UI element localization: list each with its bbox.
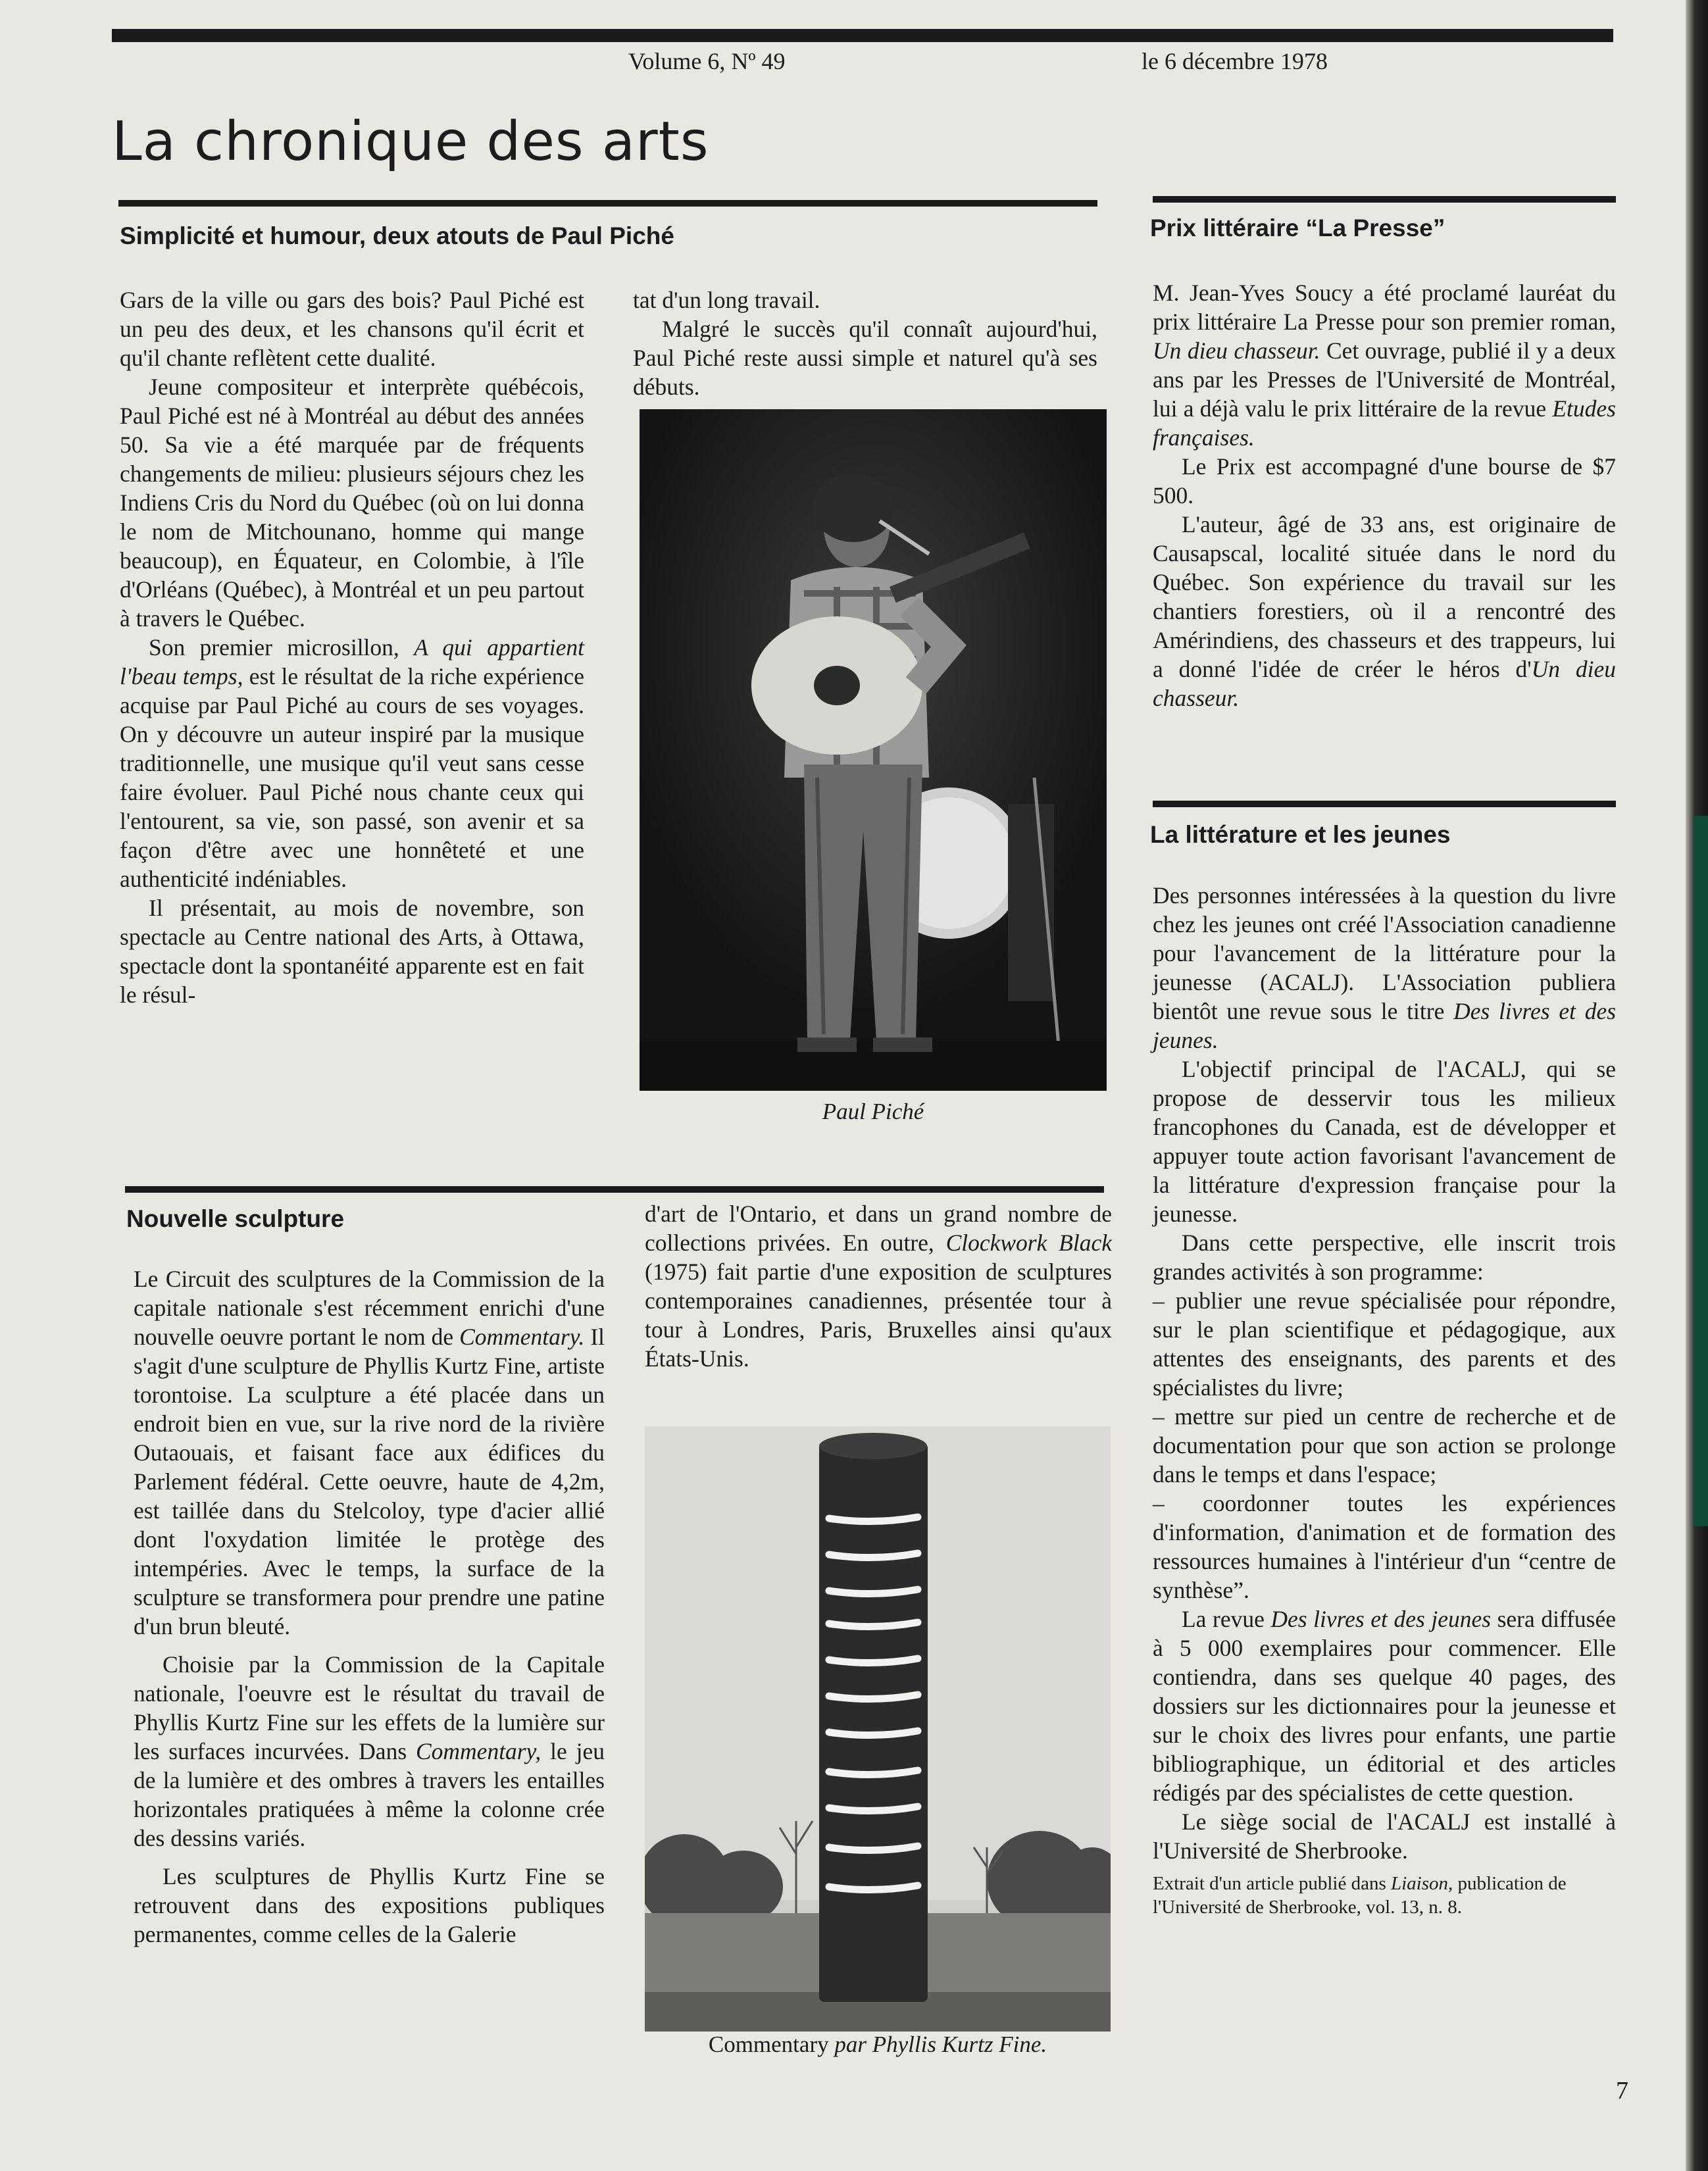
issue-date: le 6 décembre 1978 [1142,48,1328,74]
paragraph: M. Jean-Yves Soucy a été proclamé lauréat du prix littéraire La Presse pour son premier roman, Un dieu chasseur. Cet ouvrage, publié il y a deux ans par les Presses de l'Université de Montréal, lui a déjà valu le prix littéraire de la revue Etudes françaises. [1153,280,1616,451]
article-rule [125,1186,1104,1193]
paragraph: Des personnes intéressées à la question du livre chez les jeunes ont créé l'Association canadienne pour l'avancement de la littérature pour la jeunesse (ACALJ). L'Association publiera bientôt une revue sous le titre Des livres et des jeunes. [1153,882,1617,1053]
paragraph: Le siège social de l'ACALJ est installé à l'Université de Sherbrooke. [1153,1809,1616,1864]
paragraph: Son premier microsillon, A qui appartient l'beau temps, est le résultat de la riche expérience acquise par Paul Piché au cours de ses voyages. On y découvre un auteur inspiré par la musique traditionnelle, une musique qu'il veut sans cesse faire évoluer. Paul Piché nous chante ceux qui l'entourent, sa vie, son passé, son avenir et sa façon d'être avec une honnêteté et une authenticité indéniables. [120,634,584,892]
paragraph: Choisie par la Commission de la Capitale nationale, l'oeuvre est le résultat du travail de Phyllis Kurtz Fine sur les effets de la lumière sur les surfaces incurvées. Dans Commentary, le jeu de la lumière et des ombres à travers les entailles horizontales pratiquées à même la colonne crée des dessins variés. [134,1651,605,1851]
paragraph: d'art de l'Ontario, et dans un grand nombre de collections privées. En outre, Clockwork Black (1975) fait partie d'une exposition de sculptures contemporaines canadiennes, présentée tour à tour à Londres, Paris, Bruxelles ainsi qu'aux États-Unis. [645,1201,1112,1372]
photo-caption-piche: Paul Piché [822,1099,924,1124]
journal-title: Des livres et des jeunes [1270,1606,1492,1632]
jeunes-column [1153,881,1616,1919]
paragraph: L'auteur, âgé de 33 ans, est originaire de Causapscal, localité située dans le nord du Québec. Son expérience du travail sur les chantiers forestiers, où il a rencontré des Amérindiens, des chasseurs et des trappeurs, lui a donné l'idée de créer le héros d'Un dieu chasseur. [1153,511,1616,711]
paragraph: tat d'un long travail. [633,287,820,313]
prix-column [1153,278,1616,712]
paragraph: Les sculptures de Phyllis Kurtz Fine se retrouvent dans des expositions publiques permanentes, comme celles de la Galerie [134,1863,605,1947]
book-title: Un dieu chasseur. [1153,337,1320,364]
paragraph: Jeune compositeur et interprète québécois, Paul Piché est né à Montréal au début des années 50. Sa vie a été marquée par de fréquents changements de milieu: plusieurs séjours chez les Indiens Cris du Nord du Québec (où on lui donna le nom de Mitchounano, homme qui mange beaucoup), en Équateur, en Colombie, à l'île d'Orléans (Québec), à Montréal et un peu partout à travers le Québec. [120,374,584,632]
list-item: – publier une revue spécialisée pour répondre, sur le plan scientifique et pédagogique, aux attentes des enseignants, des parents et des spécialistes du livre; [1153,1287,1616,1401]
article-rule [1153,196,1616,203]
paragraph: La revue Des livres et des jeunes sera diffusée à 5 000 exemplaires pour commencer. Elle contiendra, dans ses quelque 40 pages, des dossiers sur les dictionnaires pour la jeunesse et sur le choix des livres pour enfants, une partie bibliographique, un éditorial et des articles rédigés par des spécialistes de cette question. [1153,1606,1617,1806]
sculpture-column-1 [134,1264,605,1949]
volume-number: Volume 6, Nº 49 [628,48,786,74]
paragraph: Malgré le succès qu'il connaît aujourd'hui, Paul Piché reste aussi simple et naturel qu'à ses débuts. [633,316,1097,400]
paragraph: Le Circuit des sculptures de la Commission de la capitale nationale s'est récemment enrichi d'une nouvelle oeuvre portant le nom de Commentary. Il s'agit d'une sculpture de Phyllis Kurtz Fine, artiste torontoise. La sculpture a été placée dans un endroit bien en vue, sur la rive nord de la rivière Outaouais, et faisant face aux édifices du Parlement fédéral. Cette oeuvre, haute de 4,2m, est taillée dans du Stelcoloy, type d'acier allié dont l'oxydation limitée le protège des intempéries. Avec le temps, la surface de la sculpture se transformera pour prendre une patine d'un brun bleuté. [134,1266,605,1639]
list-item: – coordonner toutes les expériences d'information, d'animation et de formation des ressources humaines à l'intérieur d'un “centre de synthèse”. [1153,1490,1616,1603]
photo-sculpture-commentary [645,1426,1111,2032]
artwork-title: Commentary. [459,1324,585,1350]
binding-tab [1694,816,1708,1526]
article-rule [118,200,1097,207]
article-heading-prix: Prix littéraire “La Presse” [1150,214,1445,241]
artwork-title: Clockwork Black [945,1230,1112,1256]
section-title: La chronique des arts [112,111,709,173]
photo-paul-piche [640,409,1107,1091]
paragraph: Dans cette perspective, elle inscrit trois grandes activités à son programme: [1153,1230,1616,1285]
piche-column-2 [633,286,1097,401]
top-rule [112,29,1613,42]
article-heading-jeunes: La littérature et les jeunes [1150,821,1451,848]
paragraph: Il présentait, au mois de novembre, son spectacle au Centre national des Arts, à Ottawa, spectacle dont la spontanéité apparente est en fait le résul- [120,895,584,1008]
paragraph: Gars de la ville ou gars des bois? Paul Piché est un peu des deux, et les chansons qu'il écrit et qu'il chante reflètent cette dualité. [120,287,584,371]
journal-title: Etudes françaises. [1153,395,1616,451]
album-title: A qui appartient l'beau temps, [120,634,584,689]
article-heading-piche: Simplicité et humour, deux atouts de Paul Piché [120,222,674,249]
book-title: Un dieu chasseur. [1153,656,1616,711]
sculpture-column-2 [645,1199,1112,1373]
source-footnote: Extrait d'un article publié dans Liaison, publication de l'Université de Sherbrooke, vol. 13, n. 8. [1153,1873,1567,1918]
photo-caption-sculpture: Commentary par Phyllis Kurtz Fine. [708,2032,1047,2057]
piche-column-1 [120,286,584,1009]
paragraph: Le Prix est accompagné d'une bourse de $7 500. [1153,453,1616,509]
paragraph: L'objectif principal de l'ACALJ, qui se propose de desservir tous les milieux francophones du Canada, est de développer et appuyer toute action favorisant l'avancement de la littérature d'expression française pour la jeunesse. [1153,1056,1616,1227]
journal-title: Des livres et des jeunes. [1153,998,1617,1053]
page-number: 7 [1616,2077,1628,2105]
list-item: – mettre sur pied un centre de recherche et de documentation pour que son action se prolonge dans le temps et dans l'espace; [1153,1403,1616,1487]
article-heading-sculpture: Nouvelle sculpture [126,1205,345,1232]
article-rule [1153,801,1616,807]
artwork-title: Commentary, [415,1738,541,1764]
